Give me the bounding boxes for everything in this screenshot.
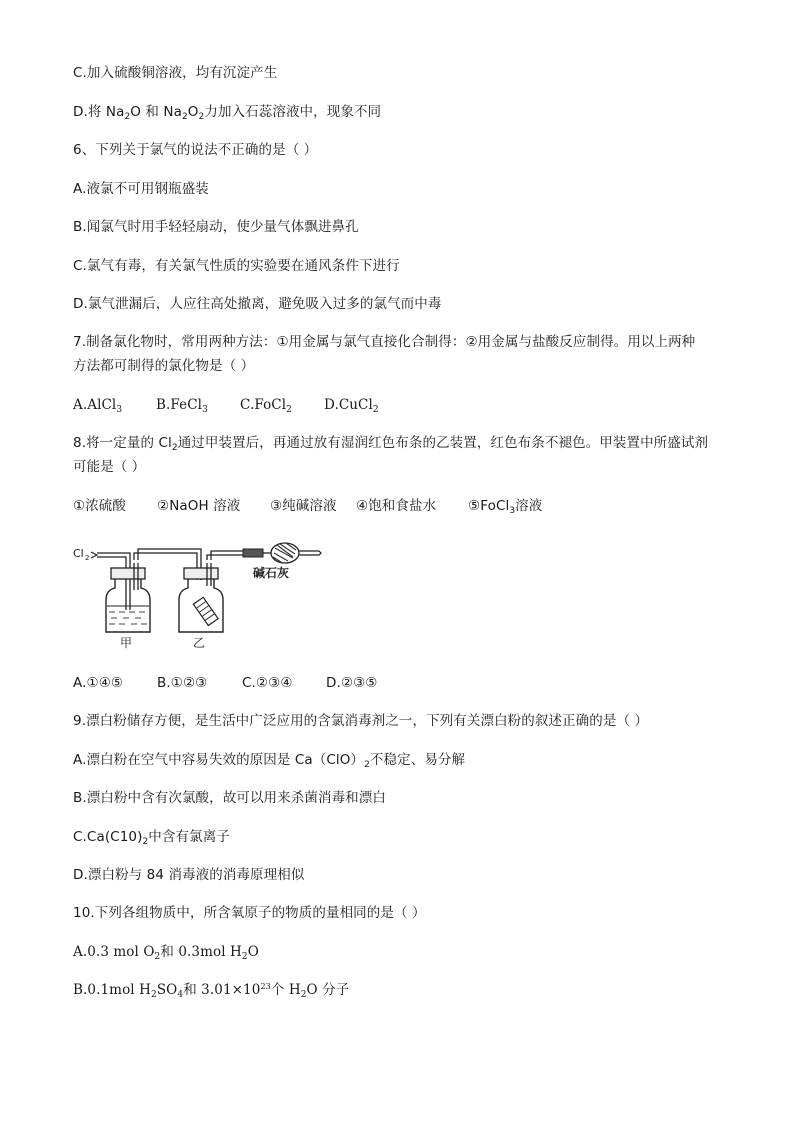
q9-stem: 9.漂白粉储存方便，是生活中广泛应用的含氯消毒剂之一，下列有关漂白粉的叙述正确的是（ ） [73, 713, 649, 729]
inlet-arrow [91, 552, 97, 558]
q8-option-c: C.②③④ [242, 675, 293, 691]
q6-option-a: A.液氯不可用钢瓶盛装 [73, 181, 209, 197]
soda-lime-drying-tube [243, 543, 321, 563]
q5-option-c: C.加入硫酸铜溶液，均有沉淀产生 [73, 65, 278, 81]
q8-reagent-list [73, 496, 542, 516]
q7-stem-line2: 方法都可制得的氯化物是（ ） [73, 358, 255, 374]
bottle-yi-label: 乙 [193, 636, 206, 650]
wet-red-cloth-strip [193, 597, 218, 625]
q10-option-a: A.0.3 mol $O_2$和 0.3mol $H_2O$ [73, 944, 259, 962]
q8-option-a: A.①④⑤ [73, 675, 124, 691]
q6-option-d: D.氯气泄漏后，人应往高处撤离，避免吸入过多的氯气而中毒 [73, 296, 442, 312]
q8-options [73, 673, 378, 693]
q9-option-b: B.漂白粉中含有次氯酸，故可以用来杀菌消毒和漂白 [73, 790, 386, 806]
q5-option-d: D.将 $Na_2O$ 和 $Na_2O_2$力加入石蕊溶液中，现象不同 [73, 104, 382, 122]
bottle-jia-label: 甲 [120, 636, 133, 650]
q9-option-c: $C.Ca(C10)_2$中含有氯离子 [73, 829, 230, 847]
q7-option-d: D.CuCl$_2$ [324, 397, 379, 415]
inlet-tube [97, 553, 130, 610]
q8-reagent-2: ②NaOH 溶液 [157, 498, 241, 514]
q10-stem: 10.下列各组物质中，所含氧原子的物质的量相同的是（ ） [73, 905, 426, 921]
soda-lime-label: 碱石灰 [253, 566, 290, 580]
q7-stem-line1: 7.制备氯化物时，常用两种方法：①用金属与氯气直接化合制得：②用金属与盐酸反应制得。用以上两种 [73, 334, 696, 350]
q7-option-c: C.FoCl$_2$ [240, 397, 292, 415]
q7-option-b: B.FeCl$_3$ [156, 397, 208, 415]
q8-stem-line2: 可能是（ ） [73, 459, 146, 475]
svg-text:2: 2 [85, 554, 90, 562]
q8-option-d: D.②③⑤ [326, 675, 378, 691]
bottle-jia [106, 563, 150, 632]
svg-text:Cl: Cl [73, 547, 84, 560]
q6-option-b: B.闻氯气时用手轻轻扇动，使少量气体飘进鼻孔 [73, 219, 359, 235]
q10-option-b: B.0.1mol $H_2SO_4$和 $3.01\times 10^{23}$个 $H_2O$ 分子 [73, 982, 350, 1000]
q8-reagent-3: ③纯碱溶液 [270, 498, 337, 514]
q6-stem: 6、下列关于氯气的说法不正确的是（ ） [73, 142, 318, 158]
q8-stem-line1: 8.将一定量的 $Cl_2$通过甲装置后，再通过放有湿润红色布条的乙装置，红色布条不褪色。甲装置中所盛试剂 [73, 435, 709, 453]
apparatus-diagram [73, 540, 323, 652]
q9-option-a: A.漂白粉在空气中容易失效的原因是 $Ca(ClO)_2$不稳定、易分解 [73, 752, 466, 770]
bottle-yi [179, 563, 223, 632]
q9-option-d: D.漂白粉与 84 消毒液的消毒原理相似 [73, 867, 305, 883]
cl2-inlet-label [73, 547, 89, 562]
q7-options [73, 395, 379, 415]
q7-option-a: A.AlCl$_3$ [73, 397, 123, 415]
q8-reagent-1: ①浓硫酸 [73, 498, 127, 514]
q6-option-c: C.氯气有毒，有关氯气性质的实验要在通风条件下进行 [73, 258, 400, 274]
q8-option-b: B.①②③ [157, 675, 208, 691]
outlet-tube [207, 551, 243, 560]
q8-reagent-5: ⑤FoCl$_3$溶液 [468, 498, 543, 516]
q8-reagent-4: ④饱和食盐水 [356, 498, 437, 514]
